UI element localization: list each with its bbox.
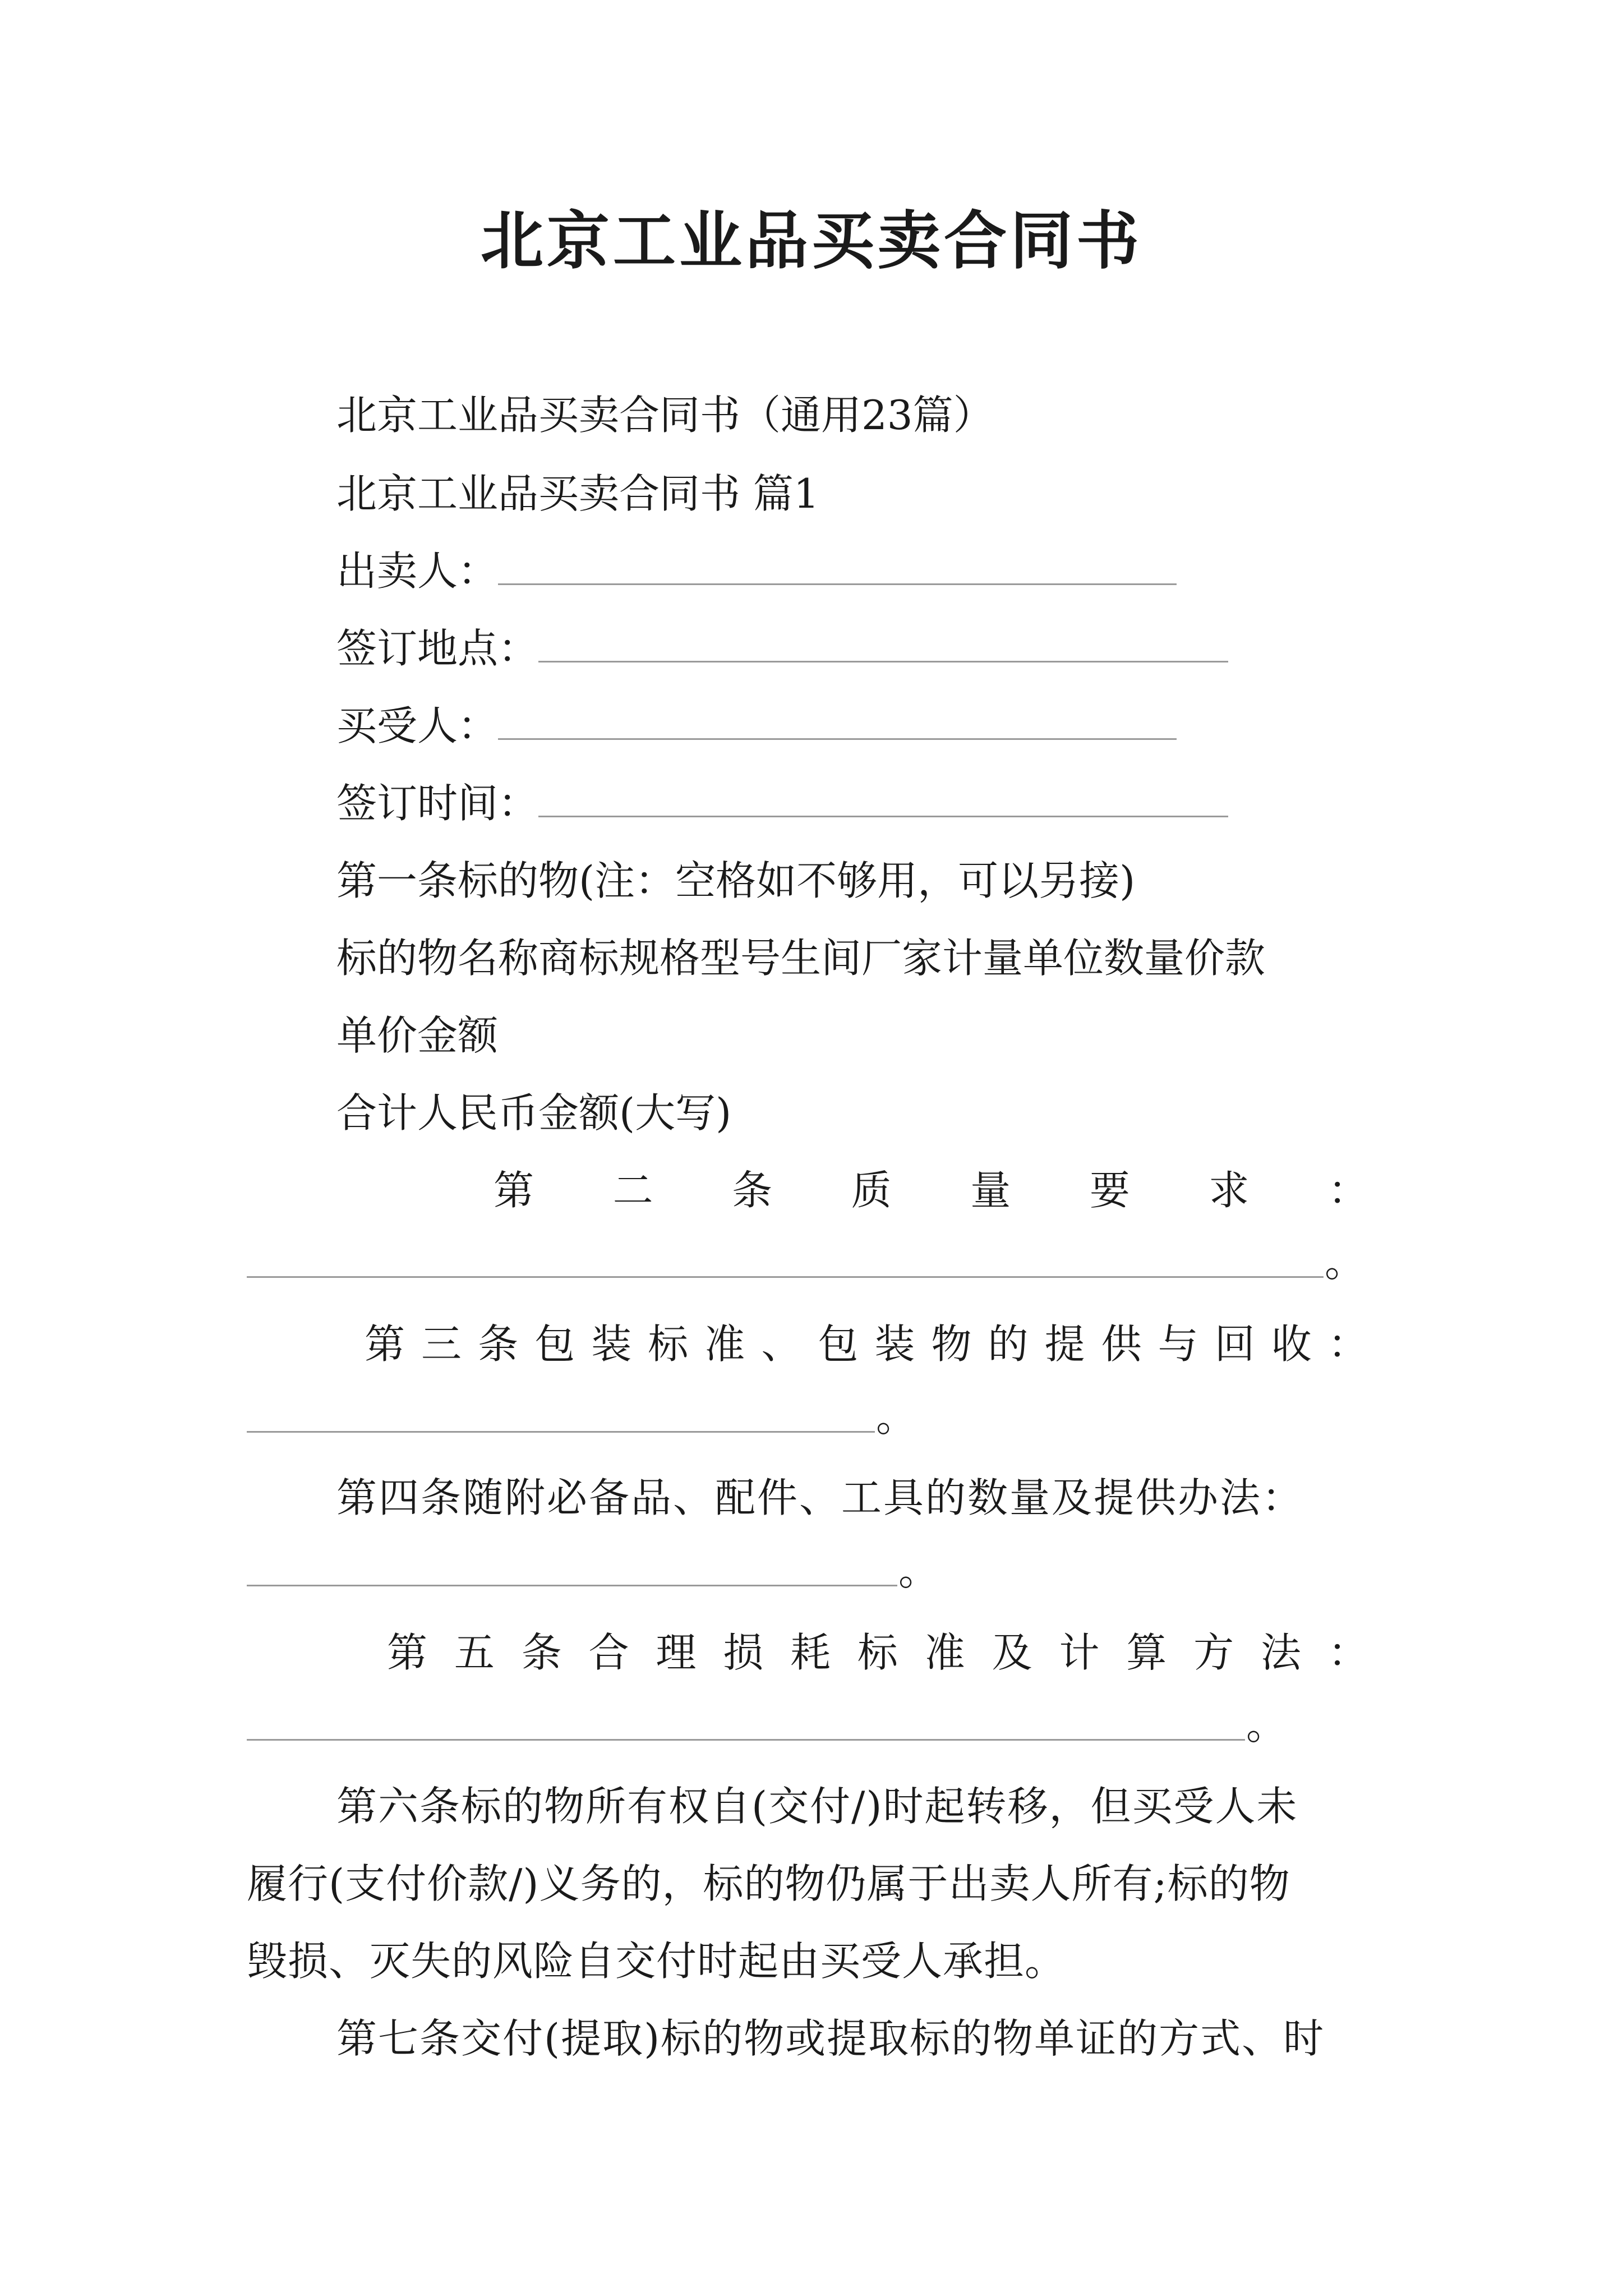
article-3-char: 供 [1101,1320,1142,1368]
article-2-char: 量 [970,1167,1011,1214]
article-5-char: 条 [521,1629,562,1676]
article-3-char: 、 [761,1320,802,1368]
article-3-char: 包 [818,1320,859,1368]
document-subtitle: 北京工业品买卖合同书（通用23篇） [336,392,994,439]
article-3-char: 的 [988,1320,1029,1368]
article-5-period: 。 [1246,1701,1287,1749]
article-5-char: 准 [924,1629,965,1676]
article-2-char: 二 [612,1167,653,1214]
article-6-line-2: 履行(支付价款/)义务的，标的物仍属于出卖人所有;标的物 [247,1860,1290,1907]
document-title: 北京工业品买卖合同书 [481,204,1142,278]
sign-place-blank [538,622,1228,662]
seller-blank [498,544,1177,585]
buyer-blank [498,699,1177,740]
article-2-blank [247,1276,1324,1278]
sign-place-field [336,620,1228,677]
sign-place-label: 签订地点： [336,625,539,672]
article-2-char: 要 [1089,1167,1130,1214]
article-2-char: ： [1327,1167,1368,1214]
article-1: 第一条标的物(注：空格如不够用，可以另接) [336,857,1136,904]
article-2-char: 条 [732,1167,773,1214]
table-header-line-1: 标的物名称商标规格型号生间厂家计量单位数量价款 [336,935,1266,982]
article-5-char: 理 [656,1629,697,1676]
article-3-char: 三 [421,1320,462,1368]
article-3-char: 收 [1271,1320,1312,1368]
article-5-heading [387,1625,1368,1681]
article-4: 第四条随附必备品、配件、工具的数量及提供办法： [336,1474,1304,1521]
article-5-char: 损 [723,1629,764,1676]
article-4-period: 。 [898,1547,939,1594]
article-5-char: 标 [857,1629,898,1676]
article-5-char: 合 [588,1629,629,1676]
article-5-char: 第 [387,1629,428,1676]
article-3-blank [247,1431,875,1433]
buyer-field [336,698,1177,754]
article-4-blank [247,1585,897,1586]
article-5-char: 计 [1059,1629,1100,1676]
article-3-char: 提 [1044,1320,1085,1368]
buyer-label: 买受人： [336,702,499,749]
article-3-char: 标 [648,1320,689,1368]
article-5-char: 及 [992,1629,1032,1676]
article-3-period: 。 [876,1393,917,1441]
article-3-heading [365,1316,1368,1372]
table-header-line-2: 单价金额 [336,1012,499,1059]
article-2-heading [494,1162,1368,1218]
article-5-char: 算 [1126,1629,1167,1676]
article-3-char: 与 [1158,1320,1198,1368]
article-2-char: 第 [494,1167,534,1214]
article-3-char: 回 [1214,1320,1255,1368]
section-heading: 北京工业品买卖合同书 篇1 [336,470,819,517]
article-3-char: 第 [365,1320,405,1368]
seller-field [336,543,1177,599]
article-3-char: 装 [591,1320,632,1368]
article-6-line-3: 毁损、灭失的风险自交付时起由买受人承担。 [247,1938,1066,1985]
article-3-char: 包 [534,1320,575,1368]
article-5-char: 法 [1260,1629,1301,1676]
article-5-char: 方 [1193,1629,1234,1676]
article-3-char: ： [1327,1320,1368,1368]
article-6-line-1: 第六条标的物所有权自(交付/)时起转移，但买受人未 [336,1783,1298,1830]
article-7-line-1: 第七条交付(提取)标的物或提取标的物单证的方式、时 [336,2015,1325,2062]
article-3-char: 准 [704,1320,745,1368]
article-3-char: 条 [478,1320,519,1368]
article-3-char: 装 [874,1320,915,1368]
article-2-char: 求 [1209,1167,1249,1214]
article-5-char: ： [1327,1629,1368,1676]
article-3-char: 物 [931,1320,972,1368]
article-5-blank [247,1739,1245,1741]
sign-time-label: 签订时间： [336,780,539,827]
article-2-period: 。 [1325,1239,1366,1286]
sign-time-blank [538,776,1228,817]
total-amount-line: 合计人民币金额(大写) [336,1089,732,1137]
article-5-char: 五 [454,1629,495,1676]
article-2-char: 质 [851,1167,892,1214]
seller-label: 出卖人： [336,547,499,595]
sign-time-field [336,775,1228,831]
article-5-char: 耗 [790,1629,831,1676]
